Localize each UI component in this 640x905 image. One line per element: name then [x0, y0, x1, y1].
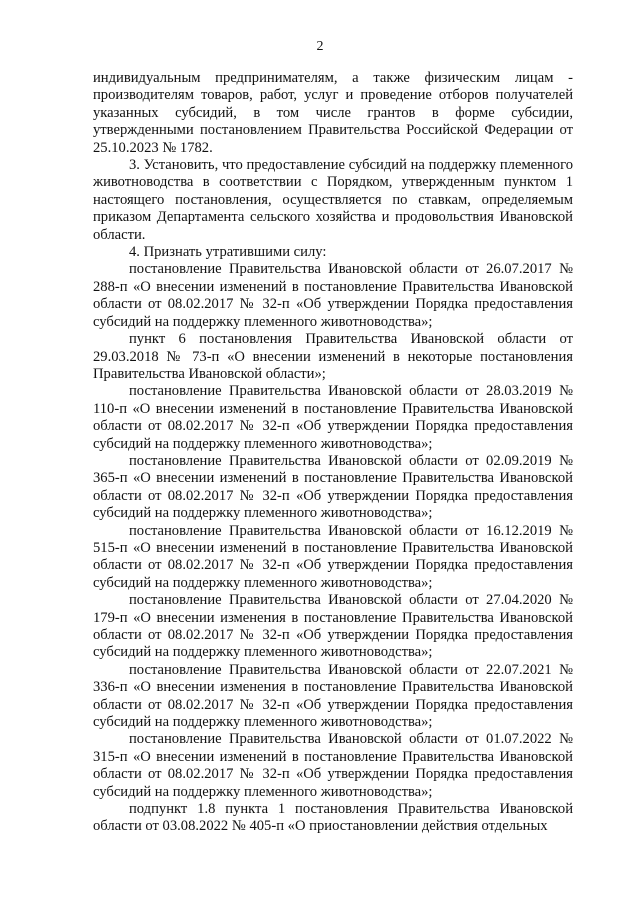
list-item-repealed-act: постановление Правительства Ивановской области от 16.12.2019 № 515-п «О внесении изменений в постановление Правительства Ивановской области от 08.02.2017 № 32-п «Об утверждении Порядка предоставления субсидий на поддержку племенного животноводства»; — [93, 522, 573, 591]
list-item-repealed-act: подпункт 1.8 пункта 1 постановления Правительства Ивановской области от 03.08.2022 № 405-п «О приостановлении действия отдельных — [93, 801, 573, 835]
list-item-repealed-act: пункт 6 постановления Правительства Ивановской области от 29.03.2018 № 73-п «О внесении изменений в некоторые постановления Правительства Ивановской области»; — [93, 331, 573, 382]
paragraph-item-3: 3. Установить, что предоставление субсидий на поддержку племенного животноводства в соответствии с Порядком, утвержденным пунктом 1 настоящего постановления, осуществляется по ставкам, определяемым приказом Департамента сельского хозяйства и продовольствия Ивановской области. — [93, 157, 573, 243]
document-body — [93, 70, 573, 836]
list-item-repealed-act: постановление Правительства Ивановской области от 27.04.2020 № 179-п «О внесении изменения в постановление Правительства Ивановской области от 08.02.2017 № 32-п «Об утверждении Порядка предоставления субсидий на поддержку племенного животноводства»; — [93, 592, 573, 661]
page-number: 2 — [316, 39, 324, 54]
list-item-repealed-act: постановление Правительства Ивановской области от 01.07.2022 № 315-п «О внесении изменений в постановление Правительства Ивановской области от 08.02.2017 № 32-п «Об утверждении Порядка предоставления субсидий на поддержку племенного животноводства»; — [93, 731, 573, 800]
list-item-repealed-act: постановление Правительства Ивановской области от 28.03.2019 № 110-п «О внесении изменений в постановление Правительства Ивановской области от 08.02.2017 № 32-п «Об утверждении Порядка предоставления субсидий на поддержку племенного животноводства»; — [93, 383, 573, 452]
list-item-repealed-act: постановление Правительства Ивановской области от 26.07.2017 № 288-п «О внесении изменений в постановление Правительства Ивановской области от 08.02.2017 № 32-п «Об утверждении Порядка предоставления субсидий на поддержку племенного животноводства»; — [93, 261, 573, 330]
paragraph-item-4: 4. Признать утратившими силу: — [129, 244, 327, 261]
paragraph-subsidy-rules-continued: индивидуальным предпринимателям, а также физическим лицам - производителям товаров, работ, услуг и проведение отборов получателей указанных субсидий, в том числе грантов в форме субсидии, утвержденными постановлением Правительства Российской Федерации от 25.10.2023 № 1782. — [93, 70, 573, 156]
list-item-repealed-act: постановление Правительства Ивановской области от 22.07.2021 № 336-п «О внесении изменения в постановление Правительства Ивановской области от 08.02.2017 № 32-п «Об утверждении Порядка предоставления субсидий на поддержку племенного животноводства»; — [93, 661, 573, 731]
list-item-repealed-act: постановление Правительства Ивановской области от 02.09.2019 № 365-п «О внесении изменений в постановление Правительства Ивановской области от 08.02.2017 № 32-п «Об утверждении Порядка предоставления субсидий на поддержку племенного животноводства»; — [93, 452, 573, 522]
